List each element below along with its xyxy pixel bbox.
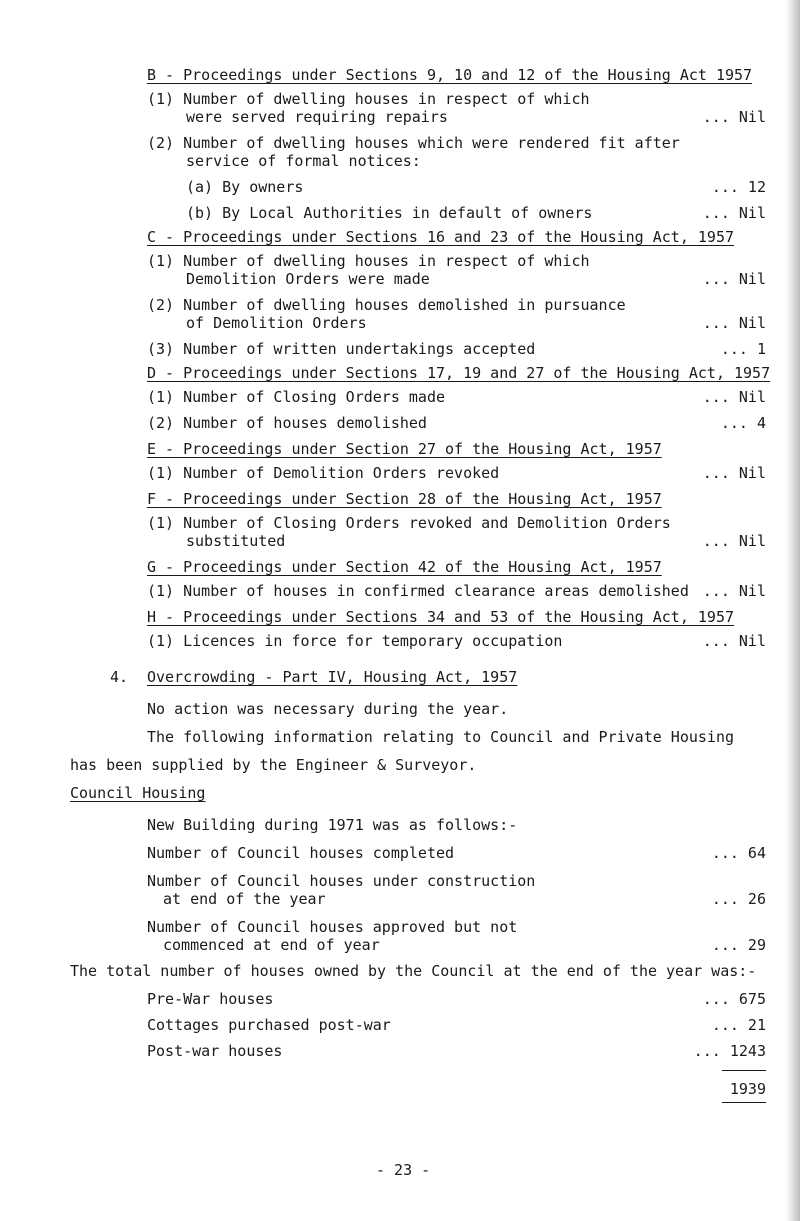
- total-rule-bottom: [722, 1102, 766, 1103]
- section-g-item-1: (1) Number of houses in confirmed clearance areas demolished: [147, 582, 689, 600]
- section-b-item-1: (1) Number of dwelling houses in respect of which: [147, 90, 590, 108]
- council-row-2-cont: at end of the year: [163, 890, 326, 908]
- section-c-item-1: (1) Number of dwelling houses in respect of which: [147, 252, 590, 270]
- overcrowding-line-3: has been supplied by the Engineer & Surveyor.: [70, 756, 477, 774]
- grand-total-value: 1939: [729, 1080, 766, 1098]
- totals-row-1: Pre-War houses: [147, 990, 274, 1008]
- section-f-item-1-value: ... Nil: [702, 532, 766, 550]
- section-f-heading: F - Proceedings under Section 28 of the Housing Act, 1957: [147, 490, 662, 508]
- totals-row-3-value: ... 1243: [693, 1042, 766, 1060]
- section-e-item-1: (1) Number of Demolition Orders revoked: [147, 464, 500, 482]
- section-c-item-3: (3) Number of written undertakings accepted: [147, 340, 536, 358]
- section-4-number: 4.: [110, 668, 129, 686]
- section-h-item-1: (1) Licences in force for temporary occupation: [147, 632, 563, 650]
- totals-row-3: Post-war houses: [147, 1042, 283, 1060]
- section-b-item-1-cont: were served requiring repairs: [186, 108, 448, 126]
- section-g-item-1-value: ... Nil: [702, 582, 766, 600]
- section-h-heading: H - Proceedings under Sections 34 and 53 of the Housing Act, 1957: [147, 608, 734, 626]
- section-b-subitem-b: (b) By Local Authorities in default of owners: [186, 204, 593, 222]
- section-b-heading: B - Proceedings under Sections 9, 10 and 12 of the Housing Act 1957: [147, 66, 753, 84]
- section-c-item-2-value: ... Nil: [702, 314, 766, 332]
- page-number: - 23 -: [376, 1161, 431, 1179]
- council-row-3-cont: commenced at end of year: [163, 936, 380, 954]
- overcrowding-line-1: No action was necessary during the year.: [147, 700, 509, 718]
- overcrowding-line-2: The following information relating to Council and Private Housing: [147, 728, 734, 746]
- council-housing-heading: Council Housing: [70, 784, 206, 802]
- section-d-item-2: (2) Number of houses demolished: [147, 414, 427, 432]
- section-c-item-1-value: ... Nil: [702, 270, 766, 288]
- council-row-2-value: ... 26: [711, 890, 766, 908]
- section-b-item-1-value: ... Nil: [702, 108, 766, 126]
- section-d-item-2-value: ... 4: [720, 414, 766, 432]
- section-b-item-2-cont: service of formal notices:: [186, 152, 421, 170]
- section-e-item-1-value: ... Nil: [702, 464, 766, 482]
- totals-row-2: Cottages purchased post-war: [147, 1016, 391, 1034]
- section-d-item-1-value: ... Nil: [702, 388, 766, 406]
- section-d-heading: D - Proceedings under Sections 17, 19 and 27 of the Housing Act, 1957: [147, 364, 771, 382]
- section-c-item-1-cont: Demolition Orders were made: [186, 270, 430, 288]
- page-edge-shadow: [786, 0, 800, 1221]
- totals-row-1-value: ... 675: [702, 990, 766, 1008]
- section-g-heading: G - Proceedings under Section 42 of the Housing Act, 1957: [147, 558, 662, 576]
- section-f-item-1: (1) Number of Closing Orders revoked and Demolition Orders: [147, 514, 671, 532]
- section-f-item-1-cont: substituted: [186, 532, 286, 550]
- total-rule-top: [722, 1070, 766, 1071]
- totals-row-2-value: ... 21: [711, 1016, 766, 1034]
- section-d-item-1: (1) Number of Closing Orders made: [147, 388, 446, 406]
- section-b-item-2: (2) Number of dwelling houses which were rendered fit after: [147, 134, 680, 152]
- overcrowding-heading: Overcrowding - Part IV, Housing Act, 1957: [147, 668, 518, 686]
- section-c-heading: C - Proceedings under Sections 16 and 23 of the Housing Act, 1957: [147, 228, 734, 246]
- section-h-item-1-value: ... Nil: [702, 632, 766, 650]
- section-b-subitem-a-value: ... 12: [711, 178, 766, 196]
- section-c-item-3-value: ... 1: [720, 340, 766, 358]
- council-housing-intro: New Building during 1971 was as follows:-: [147, 816, 518, 834]
- section-b-subitem-b-value: ... Nil: [702, 204, 766, 222]
- council-row-3: Number of Council houses approved but not: [147, 918, 518, 936]
- section-b-subitem-a: (a) By owners: [186, 178, 304, 196]
- section-e-heading: E - Proceedings under Section 27 of the Housing Act, 1957: [147, 440, 662, 458]
- council-row-1: Number of Council houses completed: [147, 844, 455, 862]
- council-row-3-value: ... 29: [711, 936, 766, 954]
- total-intro: The total number of houses owned by the Council at the end of the year was:-: [70, 962, 757, 980]
- section-c-item-2-cont: of Demolition Orders: [186, 314, 367, 332]
- section-c-item-2: (2) Number of dwelling houses demolished in pursuance: [147, 296, 626, 314]
- council-row-2: Number of Council houses under construction: [147, 872, 536, 890]
- council-row-1-value: ... 64: [711, 844, 766, 862]
